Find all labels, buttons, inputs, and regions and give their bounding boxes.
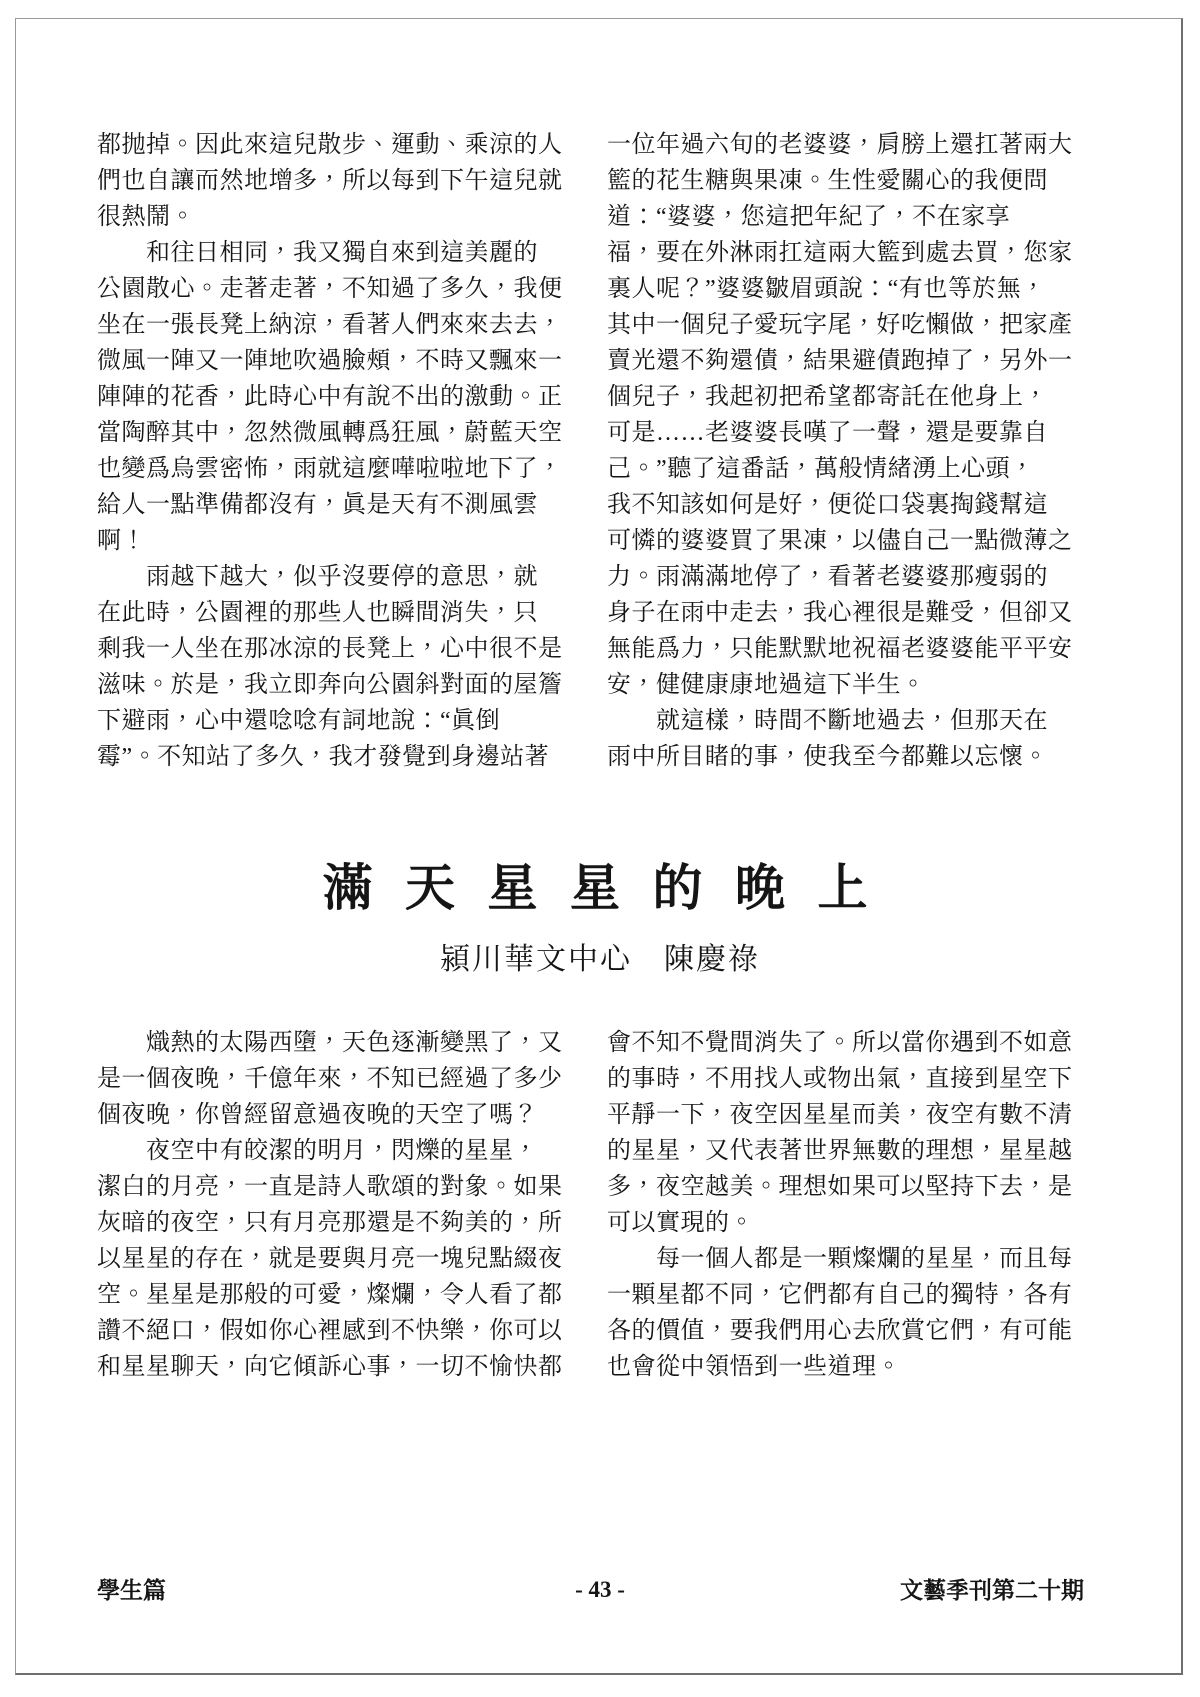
- text-line: 也會從中領悟到一些道理。: [607, 1354, 901, 1380]
- text-line: 力。雨滿滿地停了，看著老婆婆那瘦弱的: [607, 564, 1048, 590]
- text-line: 的事時，不用找人或物出氣，直接到星空下: [607, 1066, 1073, 1092]
- text-line: 和往日相同，我又獨自來到這美麗的: [97, 240, 538, 266]
- text-line: 都抛掉。因此來這兒散步、運動、乘涼的人: [97, 132, 563, 158]
- text-line: 我不知該如何是好，便從口袋裏掏錢幫這: [607, 492, 1048, 518]
- text-line: 的星星，又代表著世界無數的理想，星星越: [607, 1138, 1073, 1164]
- text-line: 每一個人都是一顆燦爛的星星，而且每: [607, 1246, 1073, 1272]
- text-line: 是一個夜晚，千億年來，不知已經過了多少: [97, 1066, 563, 1092]
- text-line: 會不知不覺間消失了。所以當你遇到不如意: [607, 1030, 1073, 1056]
- text-line: 給人一點準備都沒有，眞是天有不測風雲: [97, 492, 538, 518]
- text-line: 無能爲力，只能默默地祝福老婆婆能平平安: [607, 636, 1073, 662]
- text-line: 下避雨，心中還唸唸有詞地說：“眞倒: [97, 708, 501, 734]
- text-line: 熾熱的太陽西墮，天色逐漸變黑了，又: [97, 1030, 563, 1056]
- text-line: 其中一個兒子愛玩字尾，好吃懶做，把家產: [607, 312, 1073, 338]
- text-line: 啊！: [97, 528, 146, 554]
- footer-section-label: 學生篇: [97, 1577, 166, 1603]
- article2-title: 滿 天 星 星 的 晚 上: [322, 860, 878, 916]
- text-line: 可是……老婆婆長嘆了一聲，還是要靠自: [607, 420, 1048, 446]
- text-line: 籃的花生糖與果凍。生性愛關心的我便問: [607, 168, 1048, 194]
- text-line: 滋味。於是，我立即奔向公園斜對面的屋簷: [97, 672, 563, 698]
- text-line: 們也自讓而然地增多，所以每到下午這兒就: [97, 168, 563, 194]
- text-line: 平靜一下，夜空因星星而美，夜空有數不清: [607, 1102, 1073, 1128]
- text-line: 公園散心。走著走著，不知過了多久，我便: [97, 276, 563, 302]
- text-line: 雨越下越大，似乎沒要停的意思，就: [97, 564, 538, 590]
- text-line: 夜空中有皎潔的明月，閃爍的星星，: [97, 1138, 538, 1164]
- text-line: 也變爲烏雲密怖，雨就這麼嘩啦啦地下了，: [97, 456, 563, 482]
- text-line: 身子在雨中走去，我心裡很是難受，但卻又: [607, 600, 1073, 626]
- text-line: 雨中所目睹的事，使我至今都難以忘懷。: [607, 744, 1048, 770]
- text-line: 個兒子，我起初把希望都寄託在他身上，: [607, 384, 1048, 410]
- text-line: 賣光還不夠還債，結果避債跑掉了，另外一: [607, 348, 1073, 374]
- text-line: 很熱鬧。: [97, 204, 195, 230]
- text-line: 個夜晚，你曾經留意過夜晚的天空了嗎？: [97, 1102, 538, 1128]
- text-line: 裏人呢？”婆婆皺眉頭說：“有也等於無，: [607, 276, 1046, 302]
- footer-journal-issue: 文藝季刊第二十期: [900, 1577, 1084, 1603]
- text-line: 當陶醉其中，忽然微風轉爲狂風，蔚藍天空: [97, 420, 563, 446]
- article2-byline: 潁川華文中心 陳慶祿: [440, 943, 760, 976]
- footer-page-number: - 43 -: [575, 1577, 625, 1602]
- text-line: 可以實現的。: [607, 1210, 754, 1236]
- article2-right-column: [607, 1025, 1094, 1385]
- text-line: 道：“婆婆，您這把年紀了，不在家享: [607, 204, 1011, 230]
- text-line: 在此時，公園裡的那些人也瞬間消失，只: [97, 600, 538, 626]
- article1-right-column: [607, 127, 1094, 775]
- text-line: 福，要在外淋雨扛這兩大籃到處去買，您家: [607, 240, 1073, 266]
- text-line: 一顆星都不同，它們都有自己的獨特，各有: [607, 1282, 1073, 1308]
- text-line: 灰暗的夜空，只有月亮那還是不夠美的，所: [97, 1210, 563, 1236]
- text-line: 微風一陣又一陣地吹過臉頰，不時又飄來一: [97, 348, 563, 374]
- article1-left-column: [97, 127, 584, 775]
- text-line: 己。”聽了這番話，萬般情緒湧上心頭，: [607, 456, 1035, 482]
- text-line: 和星星聊天，向它傾訴心事，一切不愉快都: [97, 1354, 563, 1380]
- text-line: 霉”。不知站了多久，我才發覺到身邊站著: [97, 744, 550, 770]
- text-line: 多，夜空越美。理想如果可以堅持下去，是: [607, 1174, 1073, 1200]
- text-line: 以星星的存在，就是要與月亮一塊兒點綴夜: [97, 1246, 563, 1272]
- text-line: 安，健健康康地過這下半生。: [607, 672, 926, 698]
- text-line: 讚不絕口，假如你心裡感到不快樂，你可以: [97, 1318, 563, 1344]
- text-line: 一位年過六旬的老婆婆，肩膀上還扛著兩大: [607, 132, 1073, 158]
- text-line: 各的價值，要我們用心去欣賞它們，有可能: [607, 1318, 1073, 1344]
- text-line: 剩我一人坐在那冰涼的長凳上，心中很不是: [97, 636, 563, 662]
- text-line: 可憐的婆婆買了果凍，以儘自己一點微薄之: [607, 528, 1073, 554]
- text-line: 潔白的月亮，一直是詩人歌頌的對象。如果: [97, 1174, 563, 1200]
- text-line: 坐在一張長凳上納涼，看著人們來來去去，: [97, 312, 563, 338]
- text-line: 就這樣，時間不斷地過去，但那天在: [607, 708, 1048, 734]
- article2-left-column: [97, 1025, 584, 1385]
- text-line: 空。星星是那般的可愛，燦爛，令人看了都: [97, 1282, 563, 1308]
- text-line: 陣陣的花香，此時心中有說不出的激動。正: [97, 384, 563, 410]
- page-footer: [0, 1572, 1200, 1608]
